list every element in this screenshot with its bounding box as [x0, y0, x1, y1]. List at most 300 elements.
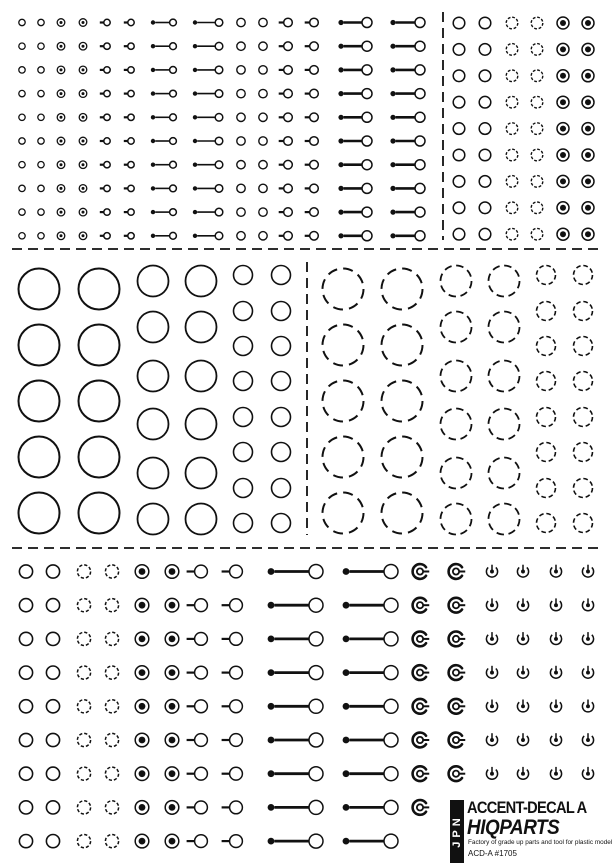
power-icon — [486, 700, 497, 712]
connector-mark — [268, 767, 323, 781]
tick-circle-mark — [187, 666, 208, 679]
symbol-row — [19, 231, 425, 241]
circle-mark — [234, 514, 253, 533]
filled-dot-circle-mark — [557, 202, 569, 214]
dashed-circle-mark — [77, 700, 90, 713]
circle-mark — [19, 233, 25, 239]
dashed-circle-row — [441, 312, 520, 343]
tick-circle-mark — [100, 162, 110, 168]
circle-mark — [479, 70, 491, 82]
tick-circle-mark — [279, 160, 293, 169]
circle-mark — [19, 43, 25, 49]
power-icon — [517, 632, 528, 644]
circle-mark — [38, 43, 44, 49]
circle-row — [138, 458, 217, 489]
filled-dot-circle-mark — [135, 767, 149, 781]
dotted-circle-mark — [79, 185, 87, 193]
circle-row — [234, 266, 291, 285]
filled-dot-circle-mark — [165, 632, 179, 646]
circle-mark — [479, 202, 491, 214]
circle-mark — [237, 232, 245, 240]
circle-mark — [234, 479, 253, 498]
circle-mark — [453, 70, 465, 82]
dashed-circle-mark — [531, 176, 543, 188]
tick-circle-mark — [279, 18, 293, 27]
filled-dot-circle-mark — [165, 666, 179, 680]
tick-circle-mark — [187, 565, 208, 578]
tick-circle-mark — [305, 66, 319, 75]
filled-dot-circle-mark — [557, 96, 569, 108]
circle-mark — [19, 437, 60, 478]
dotted-circle-mark — [79, 208, 87, 216]
circle-mark — [19, 269, 60, 310]
dashed-circle-mark — [105, 801, 118, 814]
connector-mark — [338, 65, 372, 75]
dashed-circle-mark — [506, 123, 518, 135]
circle-mark — [259, 66, 267, 74]
circle-mark — [19, 67, 25, 73]
circle-mark — [19, 381, 60, 422]
circle-row — [234, 408, 291, 427]
tick-circle-mark — [124, 43, 134, 49]
c-mark — [413, 564, 430, 579]
c-mark — [449, 699, 466, 714]
circle-mark — [479, 17, 491, 29]
circle-row — [138, 312, 217, 343]
product-code: ACD-A #1705 — [468, 849, 517, 858]
filled-dot-circle-mark — [557, 149, 569, 161]
circle-mark — [259, 89, 267, 97]
circle-mark — [234, 302, 253, 321]
tick-circle-mark — [187, 599, 208, 612]
symbol-row — [19, 41, 425, 51]
dashed-circle-mark — [531, 96, 543, 108]
circle-mark — [46, 835, 59, 848]
circle-mark — [259, 137, 267, 145]
filled-dot-circle-mark — [135, 700, 149, 714]
connector-mark — [151, 161, 177, 168]
connector-mark — [268, 598, 323, 612]
connector-mark — [338, 136, 372, 146]
c-mark — [449, 598, 466, 613]
circle-mark — [272, 408, 291, 427]
power-icon — [550, 565, 561, 577]
dashed-circle-mark — [441, 266, 472, 297]
brand-name: HIQPARTS — [467, 816, 560, 839]
circle-mark — [19, 185, 25, 191]
tick-circle-mark — [305, 113, 319, 122]
dotted-circle-mark — [79, 137, 87, 145]
symbol-row — [19, 766, 593, 781]
circle-row — [234, 372, 291, 391]
dashed-circle-mark — [382, 381, 423, 422]
circle-mark — [79, 325, 120, 366]
dashed-circle-mark — [441, 409, 472, 440]
circle-mark — [38, 162, 44, 168]
power-icon — [550, 632, 561, 644]
country-label: JPN — [451, 814, 463, 848]
tick-circle-mark — [124, 162, 134, 168]
circle-mark — [234, 266, 253, 285]
circle-mark — [272, 302, 291, 321]
tick-circle-mark — [222, 767, 243, 780]
dashed-circle-mark — [105, 632, 118, 645]
dotted-circle-mark — [57, 66, 65, 74]
dotted-circle-mark — [79, 42, 87, 50]
filled-dot-circle-mark — [135, 834, 149, 848]
tick-circle-mark — [100, 43, 110, 49]
dotted-circle-mark — [57, 208, 65, 216]
dashed-circle-row — [323, 381, 423, 422]
connector-mark — [193, 19, 223, 27]
circle-mark — [453, 202, 465, 214]
circle-row — [234, 302, 291, 321]
connector-mark — [268, 632, 323, 646]
circle-mark — [479, 44, 491, 56]
circle-mark — [237, 18, 245, 26]
tick-circle-mark — [100, 67, 110, 73]
dashed-circle-mark — [531, 70, 543, 82]
circle-mark — [453, 176, 465, 188]
circle-mark — [272, 514, 291, 533]
circle-mark — [19, 325, 60, 366]
connector-mark — [390, 112, 425, 122]
circle-mark — [453, 228, 465, 240]
connector-mark — [193, 42, 223, 50]
filled-dot-circle-mark — [165, 700, 179, 714]
tick-circle-mark — [100, 114, 110, 120]
connector-mark — [338, 231, 372, 241]
tick-circle-mark — [305, 160, 319, 169]
dashed-circle-mark — [574, 302, 593, 321]
circle-mark — [38, 19, 44, 25]
connector-mark — [151, 19, 177, 26]
connector-mark — [390, 160, 425, 170]
circle-mark — [19, 138, 25, 144]
dashed-circle-mark — [537, 302, 556, 321]
dotted-circle-mark — [57, 42, 65, 50]
symbol-row — [453, 17, 594, 29]
filled-dot-circle-mark — [135, 565, 149, 579]
dashed-circle-row — [537, 514, 593, 533]
filled-dot-circle-mark — [582, 202, 594, 214]
connector-mark — [390, 207, 425, 217]
dashed-circle-mark — [382, 269, 423, 310]
filled-dot-circle-mark — [557, 43, 569, 55]
dashed-circle-mark — [382, 493, 423, 534]
connector-mark — [268, 834, 323, 848]
connector-mark — [268, 565, 323, 579]
connector-mark — [268, 733, 323, 747]
circle-mark — [272, 443, 291, 462]
dotted-circle-mark — [79, 114, 87, 122]
dashed-circle-mark — [489, 458, 520, 489]
symbol-row — [19, 207, 425, 217]
tick-circle-mark — [187, 734, 208, 747]
tick-circle-mark — [222, 700, 243, 713]
connector-mark — [268, 800, 323, 814]
circle-mark — [186, 361, 217, 392]
filled-dot-circle-mark — [557, 70, 569, 82]
dashed-circle-row — [441, 504, 520, 535]
circle-mark — [38, 233, 44, 239]
dashed-circle-mark — [506, 149, 518, 161]
tick-circle-mark — [124, 185, 134, 191]
circle-mark — [453, 17, 465, 29]
power-icon — [517, 565, 528, 577]
tick-circle-mark — [124, 19, 134, 25]
circle-mark — [186, 409, 217, 440]
dashed-circle-mark — [77, 666, 90, 679]
tick-circle-mark — [279, 66, 293, 75]
dashed-circle-mark — [574, 514, 593, 533]
filled-dot-circle-mark — [165, 801, 179, 815]
circle-mark — [38, 114, 44, 120]
circle-mark — [46, 565, 59, 578]
circle-mark — [259, 161, 267, 169]
filled-dot-circle-mark — [582, 228, 594, 240]
power-icon — [550, 700, 561, 712]
tick-circle-mark — [279, 137, 293, 146]
circle-row — [138, 361, 217, 392]
power-icon — [517, 767, 528, 779]
circle-mark — [38, 138, 44, 144]
section-dashed-circles — [323, 266, 593, 535]
power-icon — [582, 767, 593, 779]
dashed-circle-row — [537, 266, 593, 285]
dashed-circle-row — [537, 408, 593, 427]
dashed-circle-mark — [531, 44, 543, 56]
connector-mark — [338, 160, 372, 170]
dashed-circle-mark — [323, 325, 364, 366]
tick-circle-mark — [305, 232, 319, 241]
symbol-row — [453, 70, 594, 82]
c-mark — [449, 766, 466, 781]
tick-circle-mark — [124, 138, 134, 144]
connector-mark — [338, 18, 372, 28]
circle-mark — [19, 90, 25, 96]
connector-mark — [343, 666, 398, 680]
circle-mark — [453, 96, 465, 108]
connector-mark — [390, 89, 425, 99]
filled-dot-circle-mark — [135, 733, 149, 747]
tick-circle-mark — [100, 209, 110, 215]
connector-mark — [343, 565, 398, 579]
tick-circle-mark — [100, 90, 110, 96]
dotted-circle-mark — [79, 90, 87, 98]
dotted-circle-mark — [57, 161, 65, 169]
filled-dot-circle-mark — [165, 767, 179, 781]
dashed-circle-mark — [105, 666, 118, 679]
dashed-circle-row — [323, 437, 423, 478]
circle-mark — [237, 113, 245, 121]
dashed-circle-mark — [105, 700, 118, 713]
dashed-circle-row — [537, 443, 593, 462]
filled-dot-circle-mark — [557, 175, 569, 187]
dashed-circle-mark — [506, 228, 518, 240]
c-mark — [413, 766, 430, 781]
dotted-circle-mark — [57, 19, 65, 27]
power-icon — [582, 565, 593, 577]
dotted-circle-mark — [57, 232, 65, 240]
dashed-circle-mark — [574, 408, 593, 427]
dotted-circle-mark — [57, 137, 65, 145]
circle-mark — [272, 479, 291, 498]
dashed-circle-row — [537, 337, 593, 356]
circle-row — [138, 409, 217, 440]
circle-mark — [272, 372, 291, 391]
symbol-row — [19, 665, 593, 680]
tick-circle-mark — [305, 18, 319, 27]
circle-mark — [272, 337, 291, 356]
dashed-circle-mark — [537, 479, 556, 498]
dashed-circle-mark — [441, 458, 472, 489]
dashed-circle-mark — [323, 269, 364, 310]
circle-mark — [186, 458, 217, 489]
dashed-circle-mark — [77, 565, 90, 578]
tick-circle-mark — [305, 42, 319, 51]
dashed-circle-mark — [531, 123, 543, 135]
dashed-circle-mark — [506, 176, 518, 188]
dashed-circle-mark — [574, 266, 593, 285]
dashed-circle-mark — [489, 266, 520, 297]
circle-mark — [186, 504, 217, 535]
circle-mark — [479, 228, 491, 240]
dashed-circle-mark — [77, 835, 90, 848]
circle-row — [19, 325, 120, 366]
dashed-circle-mark — [537, 266, 556, 285]
circle-mark — [138, 409, 169, 440]
dashed-circle-mark — [77, 599, 90, 612]
circle-row — [19, 493, 120, 534]
dashed-circle-mark — [506, 96, 518, 108]
dashed-circle-mark — [531, 17, 543, 29]
circle-mark — [259, 208, 267, 216]
tick-circle-mark — [222, 734, 243, 747]
circle-mark — [19, 835, 32, 848]
brand-tagline: Factory of grade up parts and tool for plastic model — [468, 839, 613, 846]
filled-dot-circle-mark — [165, 733, 179, 747]
symbol-row — [453, 123, 594, 135]
tick-circle-mark — [279, 89, 293, 98]
tick-circle-mark — [222, 599, 243, 612]
filled-dot-circle-mark — [135, 801, 149, 815]
tick-circle-mark — [187, 700, 208, 713]
brand-logo — [448, 797, 613, 868]
connector-mark — [338, 112, 372, 122]
symbol-row — [19, 699, 593, 714]
connector-mark — [151, 185, 177, 192]
c-mark — [449, 733, 466, 748]
connector-mark — [390, 231, 425, 241]
power-icon — [582, 700, 593, 712]
dotted-circle-mark — [79, 66, 87, 74]
symbol-row — [453, 175, 594, 187]
circle-row — [138, 266, 217, 297]
circle-mark — [138, 312, 169, 343]
connector-mark — [151, 232, 177, 239]
symbol-row — [19, 112, 425, 122]
tick-circle-mark — [305, 208, 319, 217]
circle-mark — [237, 42, 245, 50]
circle-mark — [19, 19, 25, 25]
circle-mark — [234, 443, 253, 462]
dashed-circle-mark — [323, 381, 364, 422]
connector-mark — [193, 185, 223, 193]
dashed-circle-mark — [441, 504, 472, 535]
dashed-circle-mark — [105, 565, 118, 578]
power-icon — [486, 733, 497, 745]
connector-mark — [343, 800, 398, 814]
symbol-row — [19, 800, 429, 815]
circle-mark — [138, 458, 169, 489]
dashed-circle-mark — [105, 835, 118, 848]
c-mark — [413, 800, 430, 815]
power-icon — [582, 598, 593, 610]
connector-mark — [390, 18, 425, 28]
tick-circle-mark — [187, 633, 208, 646]
circle-mark — [79, 493, 120, 534]
tick-circle-mark — [279, 208, 293, 217]
circle-row — [234, 514, 291, 533]
c-mark — [413, 665, 430, 680]
circle-mark — [234, 372, 253, 391]
circle-row — [138, 504, 217, 535]
circle-mark — [38, 67, 44, 73]
circle-mark — [19, 733, 32, 746]
circle-row — [234, 479, 291, 498]
dashed-circle-mark — [531, 149, 543, 161]
filled-dot-circle-mark — [582, 96, 594, 108]
symbol-row — [19, 65, 425, 75]
dashed-circle-mark — [77, 632, 90, 645]
dashed-circle-mark — [506, 70, 518, 82]
filled-dot-circle-mark — [135, 666, 149, 680]
filled-dot-circle-mark — [165, 834, 179, 848]
circle-mark — [46, 767, 59, 780]
circle-mark — [46, 666, 59, 679]
connector-mark — [193, 90, 223, 98]
symbol-row — [453, 96, 594, 108]
connector-mark — [343, 699, 398, 713]
dashed-circle-mark — [382, 437, 423, 478]
dashed-circle-mark — [574, 443, 593, 462]
tick-circle-mark — [279, 184, 293, 193]
dashed-circle-mark — [537, 514, 556, 533]
connector-mark — [390, 65, 425, 75]
circle-mark — [237, 137, 245, 145]
circle-mark — [237, 208, 245, 216]
power-icon — [486, 632, 497, 644]
dashed-circle-row — [537, 479, 593, 498]
dashed-circle-mark — [489, 504, 520, 535]
power-icon — [582, 632, 593, 644]
section-small-symbols — [19, 18, 425, 241]
power-icon — [550, 733, 561, 745]
dotted-circle-mark — [57, 114, 65, 122]
filled-dot-circle-mark — [135, 598, 149, 612]
c-mark — [413, 733, 430, 748]
circle-mark — [453, 123, 465, 135]
circle-mark — [38, 90, 44, 96]
section-dividers — [12, 12, 601, 548]
filled-dot-circle-mark — [582, 149, 594, 161]
filled-dot-circle-mark — [582, 70, 594, 82]
circle-row — [19, 269, 120, 310]
connector-mark — [151, 67, 177, 74]
filled-dot-circle-mark — [557, 17, 569, 29]
dotted-circle-mark — [79, 19, 87, 27]
